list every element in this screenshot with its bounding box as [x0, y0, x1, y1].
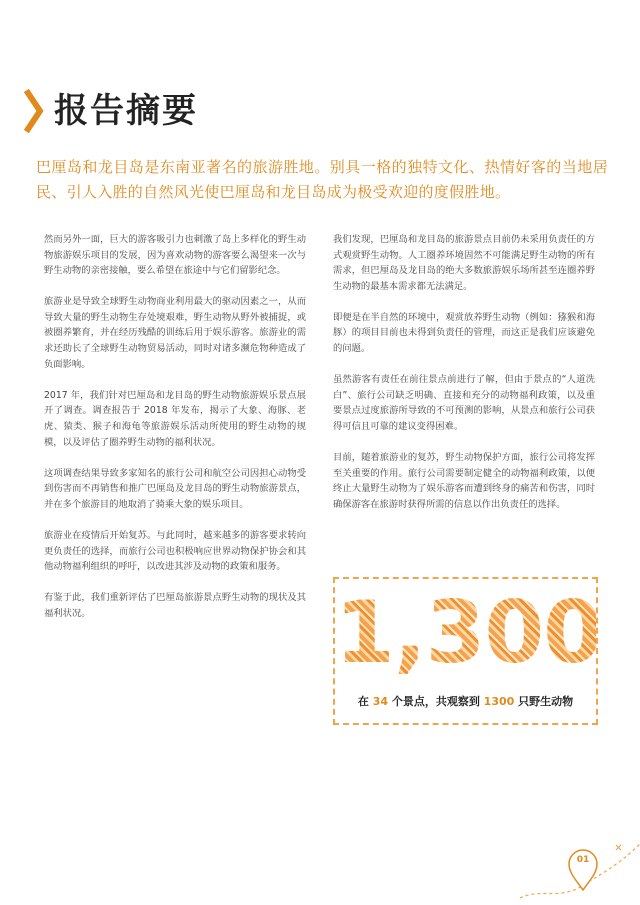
paragraph: 即便是在半自然的环境中，观赏放养野生动物（例如：猕猴和海豚）的项目目前也未得到负责任的管理，而这正是我们应该避免的问题。: [333, 311, 595, 355]
paragraph: 虽然游客有责任在前往景点前进行了解，但由于景点的“人道洗白”、旅行公司缺乏明确、直接和充分的动物福利政策，以及重要景点过度旅游所导致的不可预测的影响，从景点和旅行公司获得可信且可靠的建议变得困难。: [333, 374, 595, 432]
paragraph: 然而另外一面，巨大的游客吸引力也刺激了岛上多样化的野生动物旅游娱乐项目的发展，因为喜欢动物的游客要么渴望来一次与野生动物的亲密接触，要么希望在旅途中与它们留影纪念。: [44, 234, 306, 277]
caption-text: 只野生动物: [514, 695, 574, 708]
left-column: [44, 232, 306, 637]
header: [22, 86, 198, 136]
paragraph: 我们发现，巴厘岛和龙目岛的旅游景点目前仍未采用负责任的方式观赏野生动物。人工圈养环境固然不可能满足野生动物的所有需求，但巴厘岛及龙目岛的绝大多数旅游娱乐场所甚至连圈养野生动物的最基本需求都无法满足。: [333, 234, 595, 292]
stat-callout: [333, 577, 603, 725]
sites-count: 34: [372, 695, 388, 708]
paragraph: 旅游业是导致全球野生动物商业利用最大的驱动因素之一，从而导致大量的野生动物生存处境艰难，野生动物从野外被捕捉，或被圈养繁育，并在经历残酷的训练后用于娱乐游客。旅游业的需求还助长了全球野生动物贸易活动，同时对诸多濒危物种造成了负面影响。: [44, 296, 306, 370]
right-column: [333, 232, 595, 528]
chevron-right-icon: [22, 89, 46, 133]
caption-text: 个景点，共观察到: [388, 695, 484, 708]
paragraph: 2017 年，我们针对巴厘岛和龙目岛的野生动物旅游娱乐景点展开了调查。调查报告于 2018 年发布，揭示了大象、海豚、老虎、猿类、猴子和海龟等旅游娱乐活动所使用的野生动物的规模，以及评估了圈养野生动物的福利状况。: [44, 389, 306, 448]
stat-number-graphic: 1,300: [335, 583, 603, 683]
page-number: 01: [576, 855, 590, 865]
paragraph: 有鉴于此，我们重新评估了巴厘岛旅游景点野生动物的现状及其福利状况。: [44, 592, 306, 619]
page-title: 报告摘要: [54, 91, 198, 131]
paragraph: 目前，随着旅游业的复苏，野生动物保护方面，旅行公司将发挥至关重要的作用。旅行公司需要制定健全的动物福利政策，以便终止大量野生动物为了娱乐游客而遭到终身的痛苦和伤害，同时确保游客在旅游时获得所需的信息以作出负责任的选择。: [333, 452, 595, 510]
stat-caption: [335, 693, 596, 709]
intro-paragraph: 巴厘岛和龙目岛是东南亚著名的旅游胜地。别具一格的独特文化、热情好客的当地居民、引人入胜的自然风光使巴厘岛和龙目岛成为极受欢迎的度假胜地。: [36, 158, 608, 201]
paragraph: 这项调查结果导致多家知名的旅行公司和航空公司因担心动物受到伤害而不再销售和推广巴厘岛及龙目岛的野生动物旅游景点，并在多个旅游目的地取消了骑乘大象的娱乐项目。: [44, 467, 306, 510]
caption-text: 在: [357, 695, 373, 708]
paragraph: 旅游业在疫情后开始复苏。与此同时，越来越多的游客要求转向更负责任的选择，而旅行公司也积极响应世界动物保护协会和其他动物福利组织的呼吁，以改进其涉及动物的政策和服务。: [44, 529, 306, 573]
animals-count: 1300: [483, 695, 515, 708]
